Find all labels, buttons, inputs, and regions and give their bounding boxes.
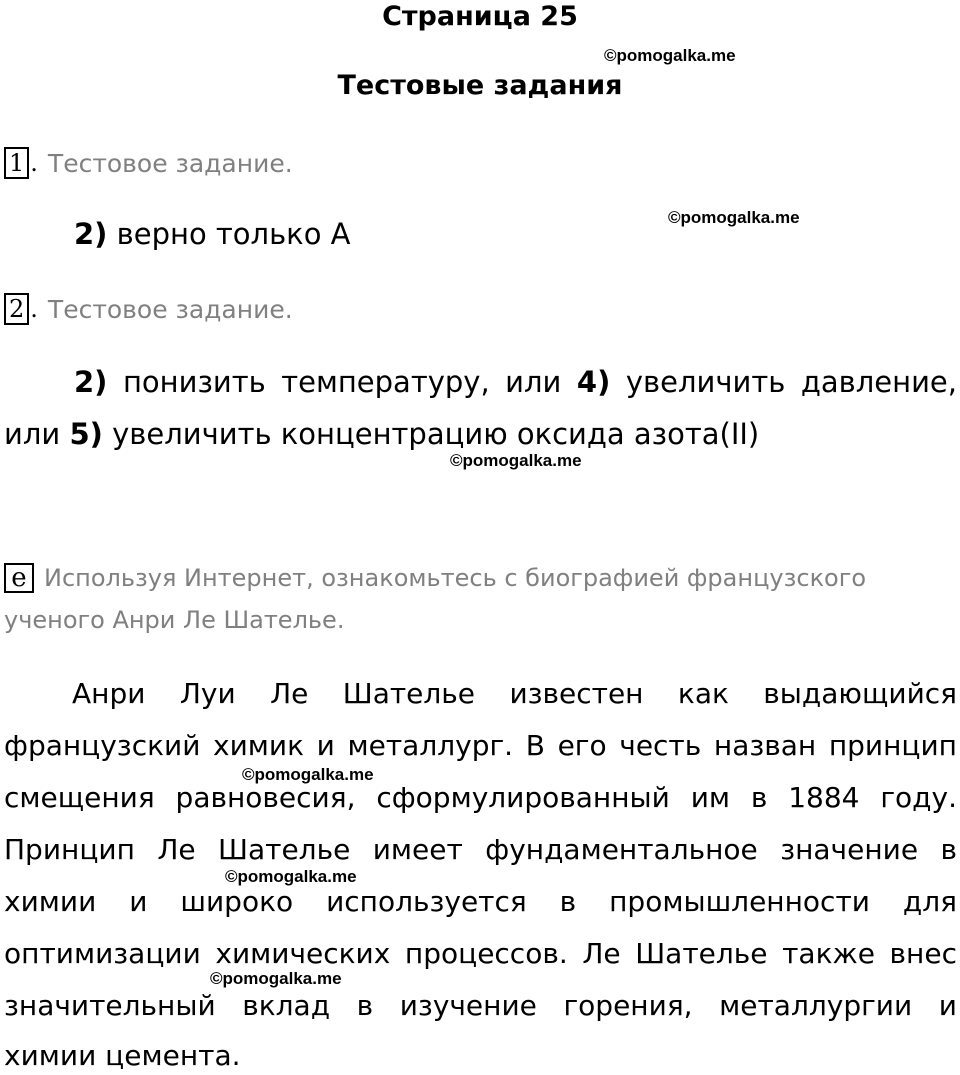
watermark: ©pomogalka.me [604, 46, 736, 65]
task-2-dot: . [30, 295, 38, 323]
paragraph-line: химии цемента. [4, 1039, 241, 1072]
page-title: Страница 25 [382, 1, 578, 32]
task-2-answer-line-1 [4, 358, 957, 406]
watermark: ©pomogalka.me [242, 765, 374, 784]
task-2-answer-text: понизить температуру, или [107, 365, 577, 399]
task-2-answer-text: или [4, 417, 70, 451]
paragraph-line: химии и широко используется в промышленности для [4, 885, 957, 918]
task-1-answer-number: 2) [74, 217, 108, 251]
task-2-number-box: 2 [4, 293, 29, 325]
task-1-header [4, 145, 293, 181]
task-2-prompt: Тестовое задание. [47, 294, 293, 324]
paragraph-line: значительный вклад в изучение горения, металлургии и [4, 989, 957, 1022]
task-2-header [4, 291, 293, 327]
task-1-answer [74, 208, 351, 260]
task-2-answer-num-5: 5) [69, 417, 103, 451]
task-2-answer-text: увеличить давление, [610, 365, 957, 399]
info-task-header [4, 563, 866, 593]
task-1-dot: . [30, 149, 38, 177]
paragraph-line: смещения равновесия, сформулированный им в 1884 году. [4, 781, 957, 814]
watermark: ©pomogalka.me [668, 208, 800, 227]
section-title: Тестовые задания [337, 70, 623, 101]
task-2-answer-text: увеличить концентрацию оксида азота(II) [102, 417, 760, 451]
watermark: ©pomogalka.me [450, 451, 582, 470]
task-2-answer-num-2: 2) [74, 365, 108, 399]
paragraph-line: Принцип Ле Шателье имеет фундаментальное значение в [4, 833, 957, 866]
task-1-answer-text: верно только А [107, 217, 351, 251]
info-prompt-line-2: ученого Анри Ле Шателье. [4, 606, 345, 634]
paragraph-line: Анри Луи Ле Шателье известен как выдающийся [72, 677, 957, 710]
paragraph-line: оптимизации химических процессов. Ле Шателье также внес [4, 937, 957, 970]
paragraph-line: французский химик и металлург. В его честь назван принцип [4, 729, 957, 762]
watermark: ©pomogalka.me [210, 969, 342, 988]
task-1-number-box: 1 [4, 147, 29, 179]
info-prompt-line-1: Используя Интернет, ознакомьтесь с биографией французского [44, 564, 867, 592]
internet-icon: e [4, 563, 34, 593]
watermark: ©pomogalka.me [225, 867, 357, 886]
task-1-prompt: Тестовое задание. [47, 148, 293, 178]
task-2-answer-num-4: 4) [576, 365, 611, 399]
